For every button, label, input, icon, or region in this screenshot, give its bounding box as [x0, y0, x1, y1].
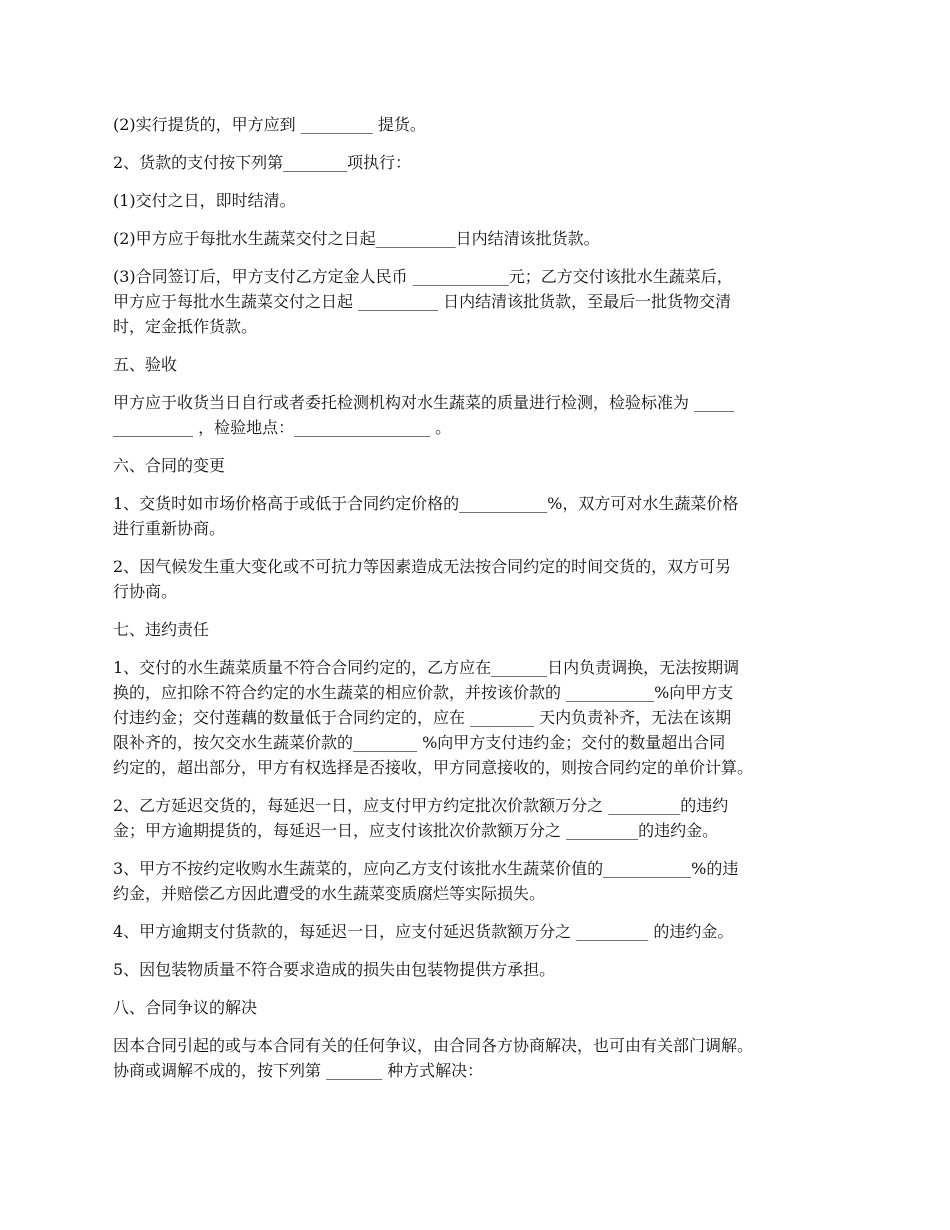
text-line: 甲方应于每批水生蔬菜交付之日起 __________ 日内结清该批货款，至最后一批货物交清: [113, 292, 732, 311]
text-line: 5、因包装物质量不符合要求造成的损失由包装物提供方承担。: [113, 960, 556, 979]
text-line: 五、验收: [113, 355, 178, 374]
text-line: 4、甲方逾期支付货款的，每延迟一日，应支付延迟货款额万分之 _________ 的违约金。: [113, 922, 734, 941]
text-line: 时，定金抵作货款。: [113, 317, 258, 336]
document-page: [113, 112, 853, 1096]
text-line: (2)实行提货的，甲方应到 _________ 提货。: [113, 115, 426, 134]
text-line: 行协商。: [113, 582, 178, 601]
paragraph: [113, 919, 853, 944]
text-line: 进行重新协商。: [113, 519, 226, 538]
text-line: 七、违约责任: [113, 620, 210, 639]
text-line: 因本合同引起的或与本合同有关的任何争议，由合同各方协商解决，也可由有关部门调解。: [113, 1036, 754, 1055]
paragraph: [113, 188, 853, 213]
text-line: 六、合同的变更: [113, 456, 226, 475]
text-line: 协商或调解不成的，按下列第 _______ 种方式解决：: [113, 1061, 484, 1080]
text-line: 1、交付的水生蔬菜质量不符合合同约定的，乙方应在_______日内负责调换，无法按期调: [113, 658, 740, 677]
text-line: 换的，应扣除不符合约定的水生蔬菜的相应价款，并按该价款的 ___________%向甲方支: [113, 683, 734, 702]
text-line: 3、甲方不按约定收购水生蔬菜的，应向乙方支付该批水生蔬菜价值的___________%的违: [113, 859, 739, 878]
paragraph: [113, 617, 853, 642]
paragraph: [113, 226, 853, 251]
text-line: (2)甲方应于每批水生蔬菜交付之日起__________日内结清该批货款。: [113, 229, 600, 248]
text-line: 甲方应于收货当日自行或者委托检测机构对水生蔬菜的质量进行检测，检验标准为 _____: [113, 393, 735, 412]
paragraph: [113, 856, 853, 906]
text-line: 限补齐的，按欠交水生蔬菜价款的________ %向甲方支付违约金；交付的数量超出合同: [113, 733, 726, 752]
text-line: 约定的，超出部分，甲方有权选择是否接收，甲方同意接收的，则按合同约定的单价计算。: [113, 758, 754, 777]
paragraph: [113, 655, 853, 780]
paragraph: [113, 352, 853, 377]
text-line: __________ ，检验地点：_________________ 。: [113, 418, 452, 437]
text-line: 八、合同争议的解决: [113, 998, 258, 1017]
paragraph: [113, 957, 853, 982]
text-line: 2、因气候发生重大变化或不可抗力等因素造成无法按合同约定的时间交货的，双方可另: [113, 557, 732, 576]
text-line: 付违约金；交付莲藕的数量低于合同约定的，应在 ________ 天内负责补齐，无法在该期: [113, 708, 732, 727]
paragraph: [113, 793, 853, 843]
text-line: 金；甲方逾期提货的，每延迟一日，应支付该批次价款额万分之 _________的违约金。: [113, 821, 719, 840]
text-line: (3)合同签订后，甲方支付乙方定金人民币 ____________元；乙方交付该批水生蔬菜后，: [113, 267, 733, 286]
text-line: 1、交货时如市场价格高于或低于合同约定价格的___________%，双方可对水生蔬菜价格: [113, 494, 739, 513]
paragraph: [113, 453, 853, 478]
text-line: (1)交付之日，即时结清。: [113, 191, 296, 210]
paragraph: [113, 264, 853, 339]
paragraph: [113, 390, 853, 440]
paragraph: [113, 112, 853, 137]
paragraph: [113, 554, 853, 604]
paragraph: [113, 995, 853, 1020]
text-line: 2、货款的支付按下列第________项执行：: [113, 153, 412, 172]
text-line: 2、乙方延迟交货的，每延迟一日，应支付甲方约定批次价款额万分之 _________的违约: [113, 796, 729, 815]
text-line: 约金，并赔偿乙方因此遭受的水生蔬菜变质腐烂等实际损失。: [113, 884, 546, 903]
paragraph: [113, 491, 853, 541]
paragraph: [113, 150, 853, 175]
paragraph: [113, 1033, 853, 1083]
